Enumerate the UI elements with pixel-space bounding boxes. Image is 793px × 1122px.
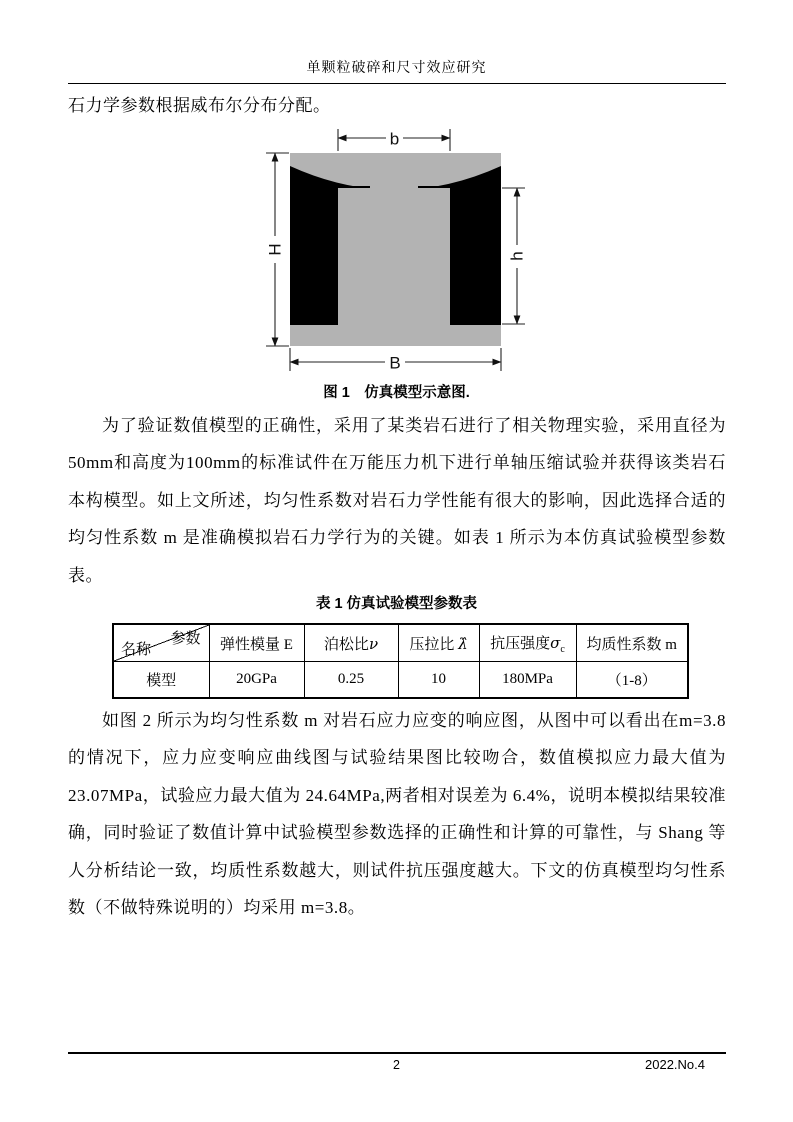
specimen-center-column (338, 187, 450, 346)
col-header-compressive-strength: 抗压强度$\sigma_c$ (479, 624, 576, 662)
model-figure (252, 125, 537, 377)
cell-elastic-modulus: 20GPa (209, 662, 304, 699)
issue-label: 2022.No.4 (645, 1057, 705, 1072)
cell-compressive-strength: 180MPa (479, 662, 576, 699)
dim-label-H: H (265, 243, 285, 256)
dim-label-b: b (389, 129, 400, 149)
parameters-table (112, 623, 689, 699)
cell-homogeneity-coefficient: （1-8） (576, 662, 688, 699)
table-caption: 表 1 仿真试验模型参数表 (315, 596, 478, 612)
row-label-model: 模型 (113, 662, 209, 699)
header-rule (68, 83, 726, 84)
model-figure-svg (252, 125, 537, 377)
corner-label-name: 名称 (121, 642, 152, 658)
crack-line-right (418, 186, 450, 188)
running-header-title: 单颗粒破碎和尺寸效应研究 (306, 61, 487, 76)
page-number: 2 (393, 1058, 400, 1072)
table-corner-cell (113, 624, 209, 662)
crack-line-left (338, 186, 370, 188)
dim-label-h: h (507, 251, 527, 261)
col-header-poisson-ratio: 泊松比ν (304, 624, 398, 662)
table-header-row (113, 624, 688, 662)
dim-label-B: B (389, 353, 401, 373)
col-header-compression-tension-ratio: 压拉比 λ̂ (398, 624, 479, 662)
cell-poisson-ratio: 0.25 (304, 662, 398, 699)
body-paragraph-1: 为了验证数值模型的正确性，采用了某类岩石进行了相关物理实验，采用直径为50mm和高度为100mm的标准试件在万能压力机下进行单轴压缩试验并获得该类岩石本构模型。如上文所述，均匀性系数对岩石力学性能有很大的影响，因此选择合适的均匀性系数 m 是准确模拟岩石力学行为的关键。如表 1 所示为本仿真试验模型参数表。 (68, 416, 726, 585)
intro-paragraph: 石力学参数根据威布尔分布分配。 (68, 96, 331, 115)
col-header-elastic-modulus: 弹性模量 E (209, 624, 304, 662)
figure-caption: 图 1 仿真模型示意图. (323, 385, 470, 401)
table-data-row (113, 662, 688, 699)
corner-label-parameter: 参数 (170, 631, 201, 647)
col-header-homogeneity-coefficient: 均质性系数 m (576, 624, 688, 662)
footer-rule (68, 1052, 726, 1054)
body-paragraph-2: 如图 2 所示为均匀性系数 m 对岩石应力应变的响应图，从图中可以看出在m=3.8 的情况下，应力应变响应曲线图与试验结果图比较吻合，数值模拟应力最大值为 23.07MPa，试验应力最大值为 24.64MPa,两者相对误差为 6.4%，说明本模拟结果较准确，同时验证了数值计算中试验模型参数选择的正确性和计算的可靠性，与 Shang 等人分析结论一致，均质性系数越大，则试件抗压强度越大。下文的仿真模型均匀性系数（不做特殊说明的）均采用 m=3.8。 (68, 711, 726, 918)
cell-compression-tension-ratio: 10 (398, 662, 479, 699)
